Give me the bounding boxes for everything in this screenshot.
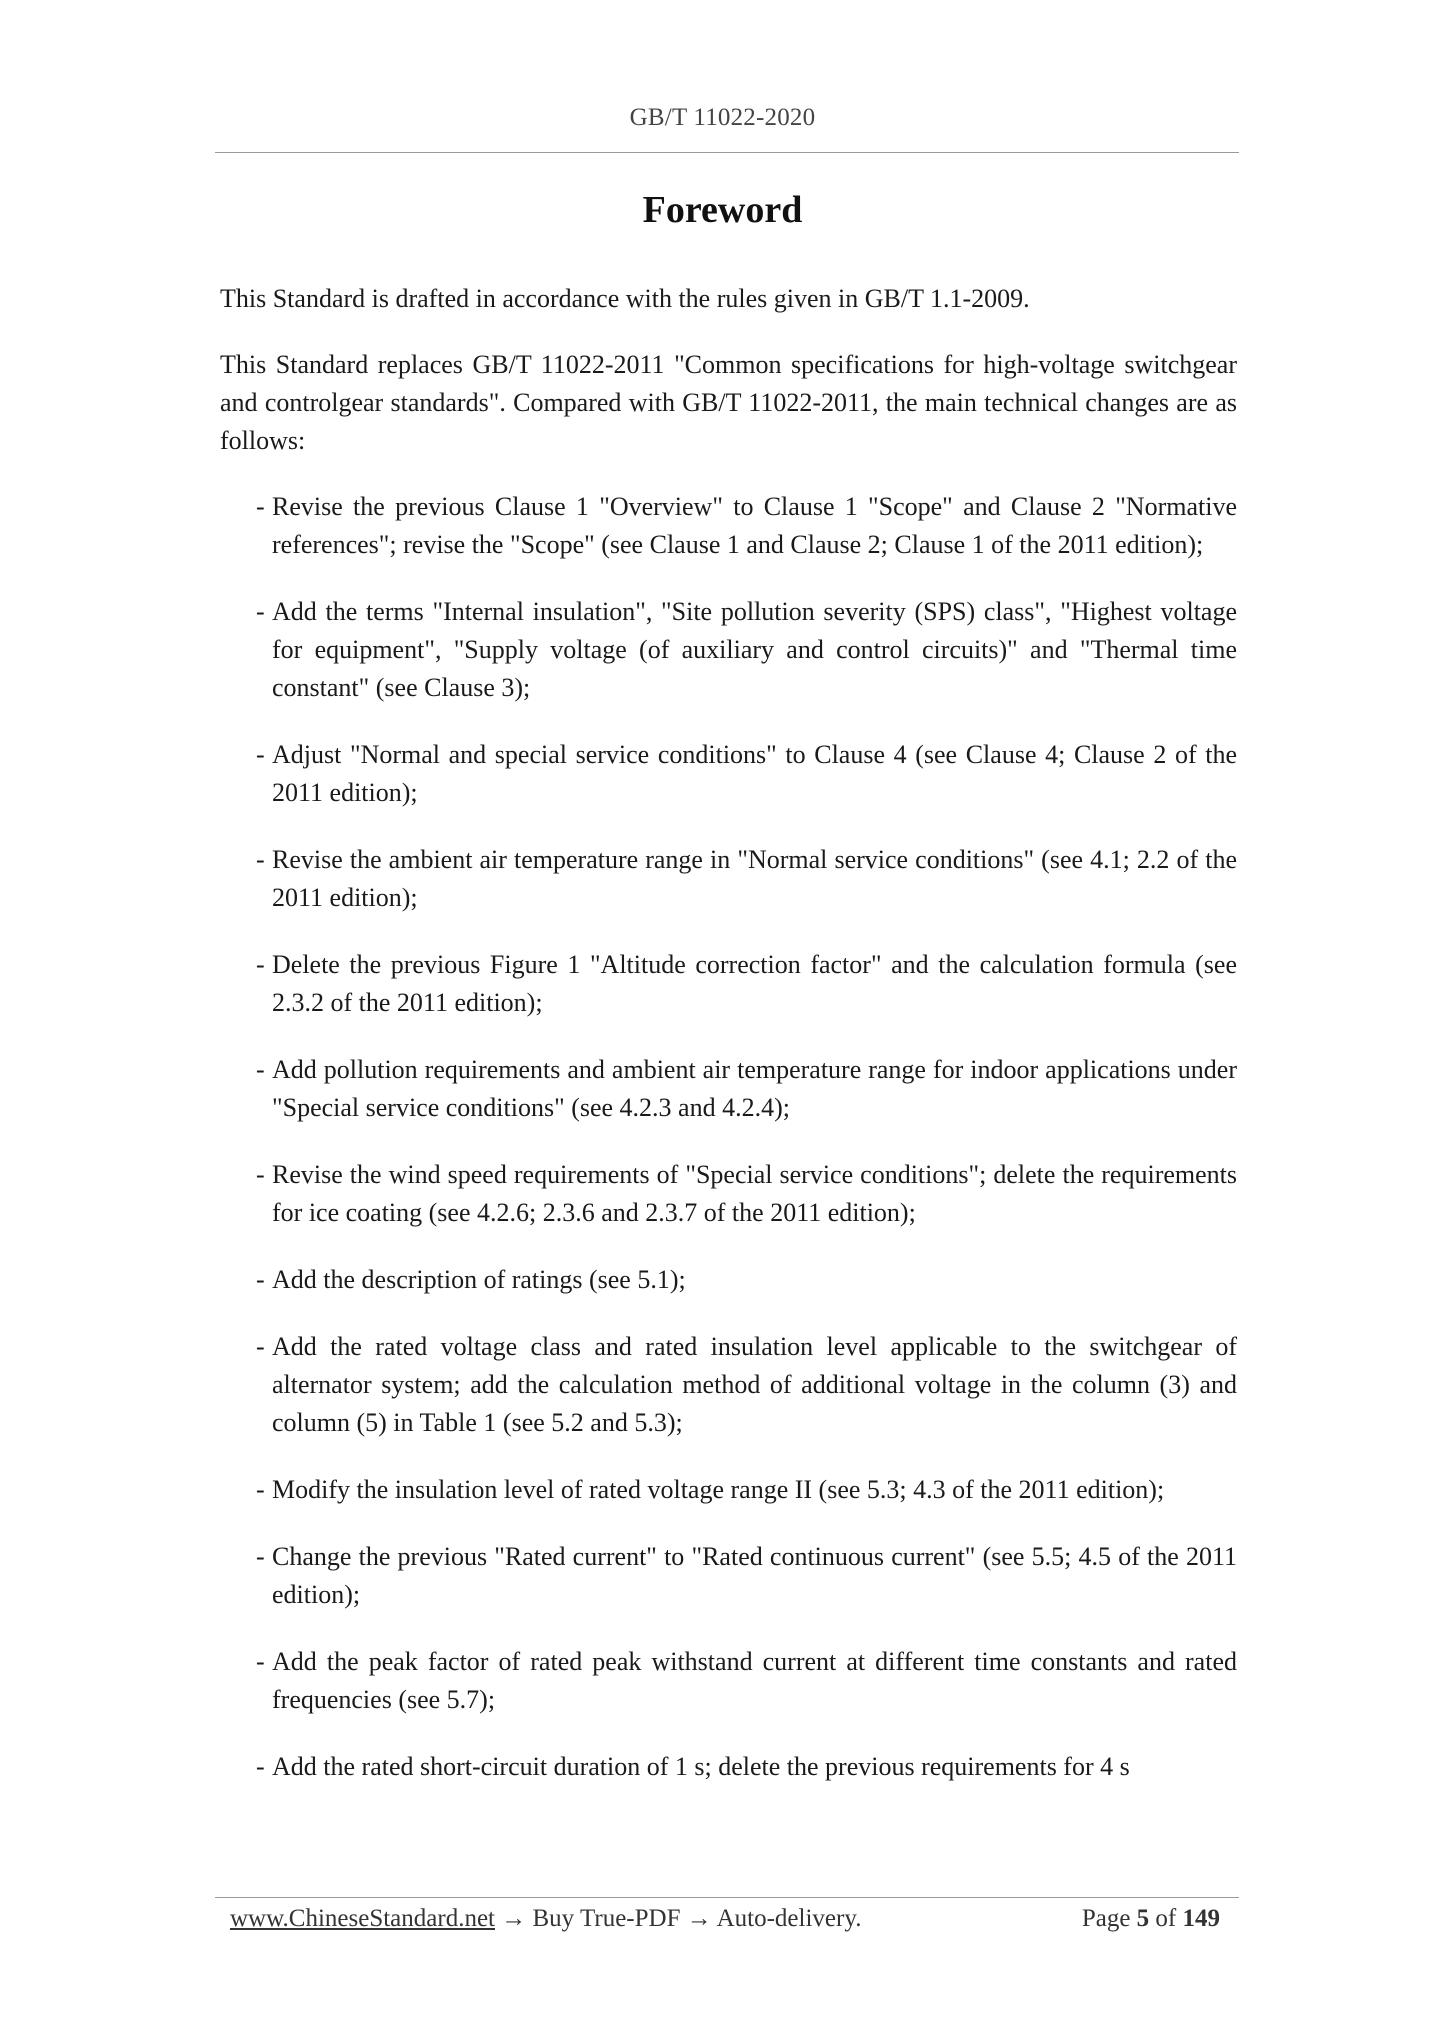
list-item-text: Revise the ambient air temperature range in "Normal service conditions" (see 4.1; 2.2 of the 2011 edition); bbox=[272, 845, 1237, 912]
list-dash: - bbox=[256, 1055, 265, 1084]
replacement-paragraph: This Standard replaces GB/T 11022-2011 "Common specifications for high-voltage switchgear and controlgear standards". Compared with GB/T 11022-2011, the main technical changes are as follows: bbox=[220, 350, 1237, 455]
list-dash: - bbox=[256, 1332, 265, 1361]
list-item-text: Add the rated short-circuit duration of 1 s; delete the previous requirements for 4 s bbox=[272, 1752, 1130, 1781]
list-dash: - bbox=[256, 597, 265, 626]
list-dash: - bbox=[256, 1542, 265, 1571]
list-dash: - bbox=[256, 950, 265, 979]
list-dash: - bbox=[256, 1647, 265, 1676]
list-dash: - bbox=[256, 1160, 265, 1189]
list-item-text: Modify the insulation level of rated voltage range II (see 5.3; 4.3 of the 2011 edition); bbox=[272, 1475, 1165, 1504]
list-dash: - bbox=[256, 1752, 265, 1781]
page-title: Foreword bbox=[642, 189, 803, 231]
page-footer bbox=[230, 1905, 1220, 1933]
list-item bbox=[220, 946, 1237, 1022]
list-item-text: Add the rated voltage class and rated insulation level applicable to the switchgear of alternator system; add the calculation method of additional voltage in the column (3) and column (5) in Table 1 (see 5.2 and 5.3); bbox=[272, 1332, 1237, 1437]
changes-list bbox=[220, 488, 1237, 1786]
list-item-text: Revise the wind speed requirements of "Special service conditions"; delete the requirements for ice coating (see 4.2.6; 2.3.6 and 2.3.7 of the 2011 edition); bbox=[272, 1160, 1237, 1227]
list-item bbox=[220, 841, 1237, 917]
list-item-text: Revise the previous Clause 1 "Overview" to Clause 1 "Scope" and Clause 2 "Normative references"; revise the "Scope" (see Clause 1 and Clause 2; Clause 1 of the 2011 edition); bbox=[272, 492, 1237, 559]
page-number-indicator bbox=[1082, 1905, 1220, 1933]
list-item bbox=[220, 1261, 1237, 1299]
document-body bbox=[220, 280, 1237, 1815]
total-pages: 149 bbox=[1182, 1905, 1220, 1932]
list-dash: - bbox=[256, 845, 265, 874]
list-item bbox=[220, 1328, 1237, 1442]
of-word: of bbox=[1155, 1905, 1177, 1932]
list-item-text: Add pollution requirements and ambient air temperature range for indoor applications under "Special service conditions" (see 4.2.3 and 4.2.4); bbox=[272, 1055, 1237, 1122]
list-dash: - bbox=[256, 1475, 265, 1504]
page-word: Page bbox=[1081, 1905, 1131, 1932]
list-item-text: Add the description of ratings (see 5.1); bbox=[272, 1265, 686, 1294]
list-item bbox=[220, 593, 1237, 707]
list-item-text: Adjust "Normal and special service conditions" to Clause 4 (see Clause 4; Clause 2 of the 2011 edition); bbox=[272, 740, 1237, 807]
intro-paragraph: This Standard is drafted in accordance with the rules given in GB/T 1.1-2009. bbox=[220, 284, 1030, 313]
list-dash: - bbox=[256, 740, 265, 769]
current-page: 5 bbox=[1136, 1905, 1150, 1932]
footer-promo bbox=[230, 1905, 861, 1933]
list-item bbox=[220, 1538, 1237, 1614]
list-item bbox=[220, 1471, 1237, 1509]
list-item bbox=[220, 1156, 1237, 1232]
site-link[interactable]: www.ChineseStandard.net bbox=[230, 1905, 495, 1932]
list-item bbox=[220, 736, 1237, 812]
list-item-text: Add the terms "Internal insulation", "Site pollution severity (SPS) class", "Highest voltage for equipment", "Supply voltage (of auxiliary and control circuits)" and "Thermal time constant" (see Clause 3); bbox=[272, 597, 1237, 702]
list-item-text: Change the previous "Rated current" to "Rated continuous current" (see 5.5; 4.5 of the 2011 edition); bbox=[272, 1542, 1237, 1609]
promo-text: → Buy True-PDF → Auto-delivery. bbox=[501, 1905, 862, 1932]
list-item-text: Delete the previous Figure 1 "Altitude correction factor" and the calculation formula (see 2.3.2 of the 2011 edition); bbox=[272, 950, 1237, 1017]
header-divider bbox=[215, 152, 1239, 153]
list-item-text: Add the peak factor of rated peak withstand current at different time constants and rated frequencies (see 5.7); bbox=[272, 1647, 1237, 1714]
document-id-header: GB/T 11022-2020 bbox=[629, 104, 816, 131]
footer-divider bbox=[215, 1897, 1239, 1898]
list-item bbox=[220, 1643, 1237, 1719]
list-item bbox=[220, 1051, 1237, 1127]
list-dash: - bbox=[256, 1265, 265, 1294]
list-item bbox=[220, 1748, 1237, 1786]
list-item bbox=[220, 488, 1237, 564]
list-dash: - bbox=[256, 492, 265, 521]
